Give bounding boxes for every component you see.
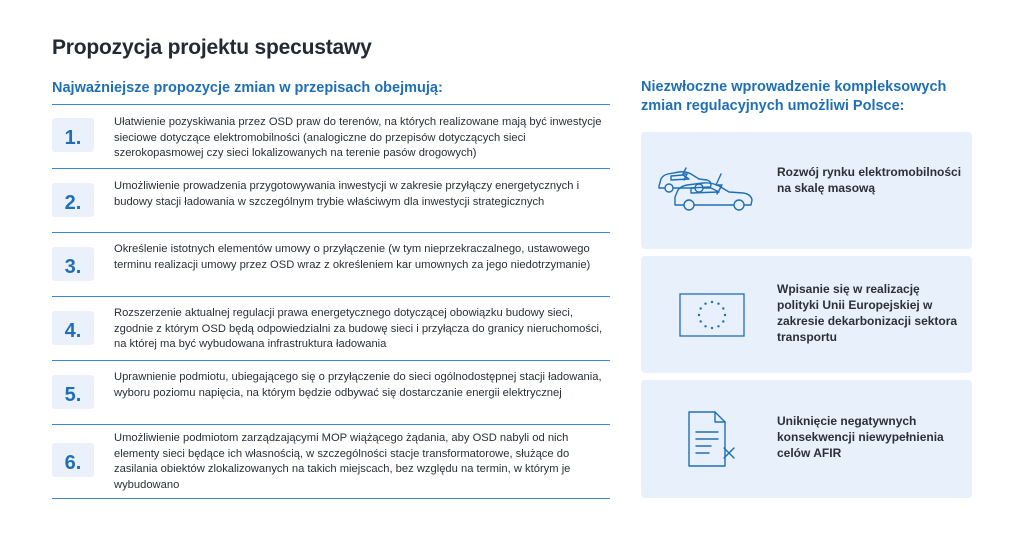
proposal-number: 3. [52,247,94,281]
proposal-text: Określenie istotnych elementów umowy o przyłączenie (w tym nieprzekraczalnego, ustawowego terminu realizacji umowy przez OSD wraz z określeniem kar umownych za jego niedotrzymanie) [114,243,591,271]
page-title: Propozycja projektu specustawy [52,36,372,59]
benefit-card-1 [641,132,972,249]
benefit-text: Wpisanie się w realizację polityki Unii Europejskiej w zakresie dekarbonizacji sektora transportu [777,282,958,344]
proposal-text: Umożliwienie prowadzenia przygotowywania inwestycji w zakresie przyłączy energetycznych i budowy stacji ładowania w szczególnym trybie właściwym dla inwestycji strategicznych [114,180,580,208]
proposal-item-2 [52,169,610,233]
proposal-item-5 [52,361,610,425]
proposal-number: 1. [52,118,94,152]
proposal-text: Umożliwienie podmiotom zarządzającymi MOP wiążącego żądania, aby OSD nabyli od nich elementy sieci będące ich własnością, w szczególności stacje transformatorowe, służące do zasilania obiektów zlokalizowanych na takich miejscach, bez względu na termin, w którym je wybudowano [114,432,571,491]
proposal-item-3 [52,233,610,297]
right-heading: Niezwłoczne wprowadzenie kompleksowych zmian regulacyjnych umożliwi Polsce: [641,79,947,114]
proposal-item-1 [52,105,610,169]
left-heading: Najważniejsze propozycje zmian w przepisach obejmują: [52,80,443,96]
benefit-card-2 [641,256,972,373]
proposal-item-4 [52,297,610,361]
benefit-text: Rozwój rynku elektromobilności na skalę masową [777,165,962,195]
proposal-number: 2. [52,183,94,217]
document-x-icon [687,410,737,473]
proposal-text: Ułatwienie pozyskiwania przez OSD praw do terenów, na których realizowane mają być inwestycje sieciowe dotyczące elektromobilności (analogiczne do przepisów dotyczących sieci szerokopasmowej czy sieci lokalizowanych na terenie pasów drogowych) [114,116,602,159]
proposal-text: Rozszerzenie aktualnej regulacji prawa energetycznego dotyczącej obowiązku budowy sieci, zgodnie z którym OSD będą odpowiedzialni za budowę sieci i przyłącza do granicy nieruchomości, na której ma być wybudowana infrastruktura ładowania [114,307,603,350]
proposal-text: Uprawnienie podmiotu, ubiegającego się o przyłączenie do sieci ogólnodostępnej stacji ładowania, wyboru poziomu napięcia, na którym będzie odbywać się dostarczanie energii elektrycznej [114,371,602,399]
proposal-number: 5. [52,375,94,409]
proposal-number: 6. [52,443,94,477]
proposal-item-6 [52,425,610,499]
benefit-text: Uniknięcie negatywnych konsekwencji niewypełnienia celów AFIR [777,414,944,460]
proposal-number: 4. [52,311,94,345]
electric-cars-icon [653,160,763,221]
proposal-list [52,105,610,499]
eu-flag-icon [679,293,745,342]
benefit-card-3 [641,380,972,498]
